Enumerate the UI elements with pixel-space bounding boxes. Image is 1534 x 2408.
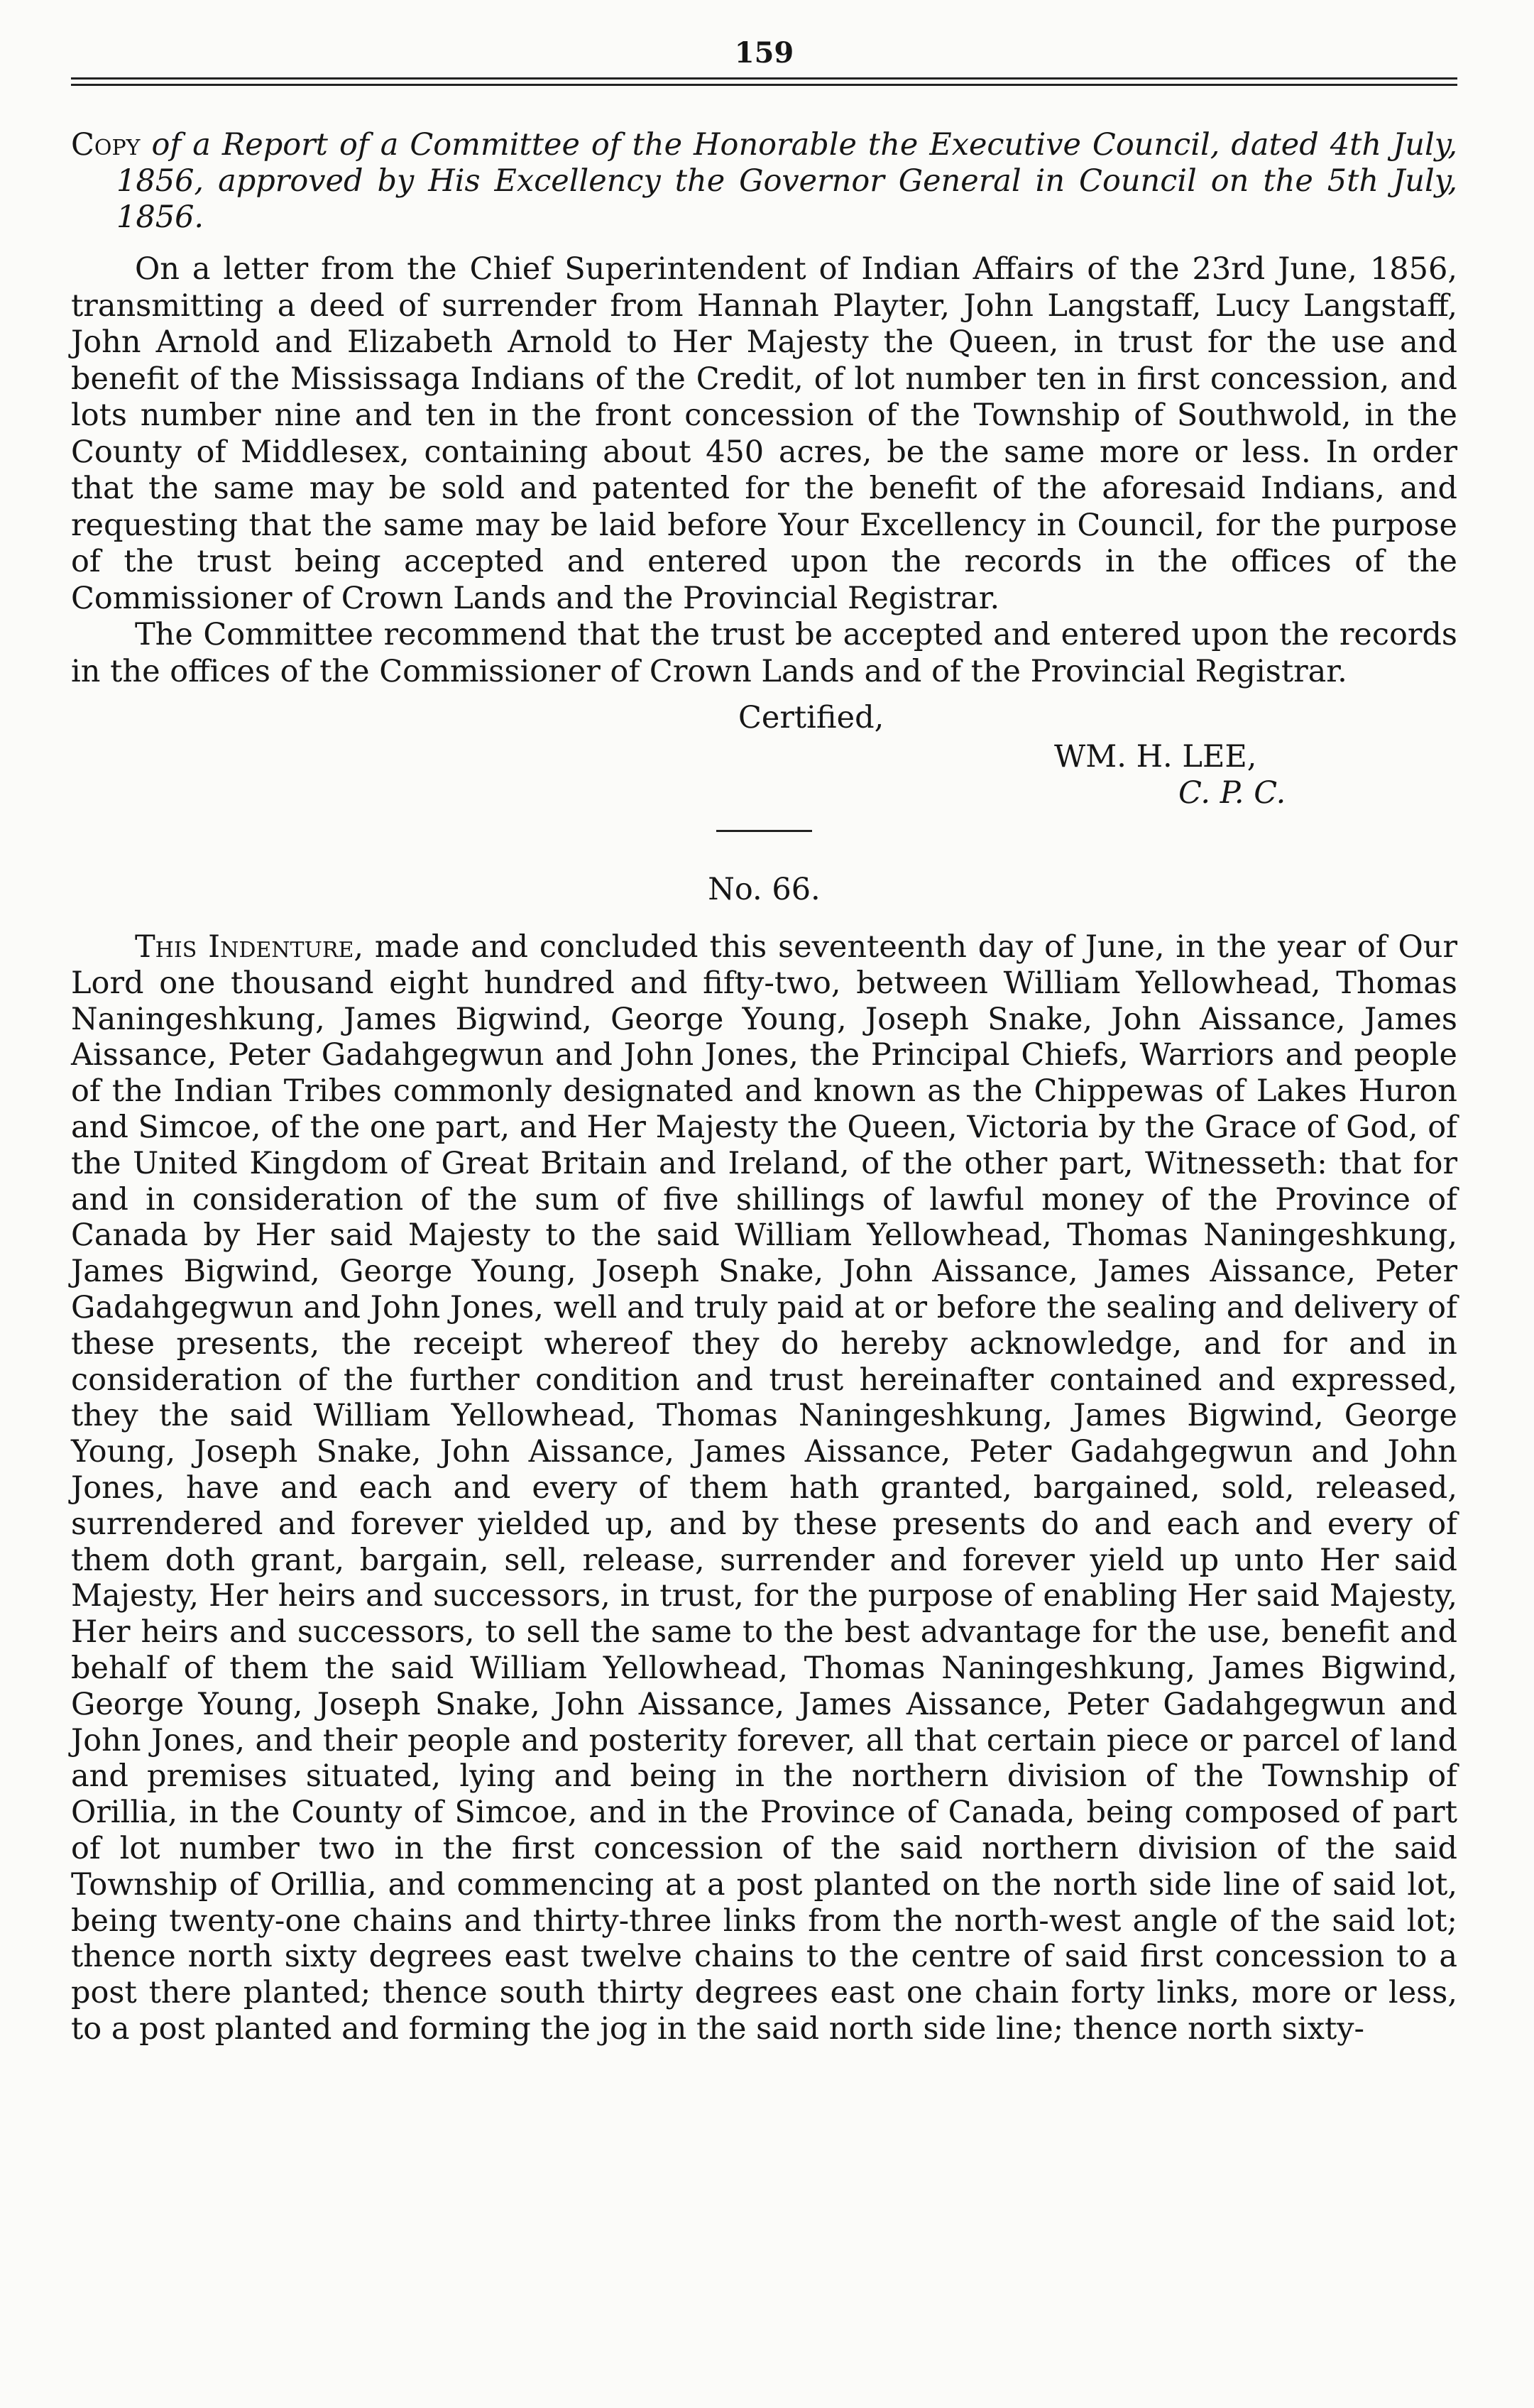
report-heading-copy-word: Copy bbox=[71, 127, 141, 163]
indenture-lead: This Indenture, bbox=[135, 929, 364, 965]
signer-title: C. P. C. bbox=[1178, 775, 1286, 811]
report-heading-title: of a Report of a Committee of the Honorable the Executive Council, dated 4th July, 1856, approved by His Excellency the Governor General in Council on the 5th July, 1856. bbox=[116, 127, 1457, 235]
signer-name: WM. H. LEE, bbox=[1054, 739, 1257, 775]
report-paragraph-1: On a letter from the Chief Superintendent of Indian Affairs of the 23rd June, 1856, transmitting a deed of surrender from Hannah Playter, John Langstaff, Lucy Langstaff, John Arnold and Elizabeth Arnold to Her Majesty the Queen, in trust for the use and benefit of the Mississaga Indians of the Credit, of lot number ten in first concession, and lots number nine and ten in the front concession of the Township of Southwold, in the County of Middlesex, containing about 450 acres, be the same more or less. In order that the same may be sold and patented for the benefit of the aforesaid Indians, and requesting that the same may be laid before Your Excellency in Council, for the purpose of the trust being accepted and entered upon the records in the offices of the Commissioner of Crown Lands and the Provincial Registrar. bbox=[71, 251, 1457, 616]
report-paragraph-2: The Committee recommend that the trust be accepted and entered upon the records in the offices of the Commissioner of Crown Lands and of the Provincial Registrar. bbox=[71, 617, 1457, 689]
header-double-rule bbox=[71, 77, 1457, 86]
document-number: No. 66. bbox=[708, 872, 821, 907]
section-divider bbox=[716, 830, 812, 832]
indenture-paragraph bbox=[71, 929, 1457, 2047]
indenture-body: made and concluded this seventeenth day of June, in the year of Our Lord one thousand eight hundred and fifty-two, between William Yellowhead, Thomas Naningeshkung, James Bigwind, George Young, Joseph Snake, John Aissance, James Aissance, Peter Gadahgegwun and John Jones, the Principal Chiefs, Warriors and people of the Indian Tribes commonly designated and known as the Chippewas of Lakes Huron and Simcoe, of the one part, and Her Majesty the Queen, Victoria by the Grace of God, of the United Kingdom of Great Britain and Ireland, of the other part, Witnesseth: that for and in consideration of the sum of five shillings of lawful money of the Province of Canada by Her said Majesty to the said William Yellowhead, Thomas Naningeshkung, James Bigwind, George Young, Joseph Snake, John Aissance, James Aissance, Peter Gadahgegwun and John Jones, well and truly paid at or before the sealing and delivery of these presents, the receipt whereof they do hereby acknowledge, and for and in consideration of the further condition and trust hereinafter contained and expressed, they the said William Yellowhead, Thomas Naningeshkung, James Bigwind, George Young, Joseph Snake, John Aissance, James Aissance, Peter Gadahgegwun and John Jones, have and each and every of them hath granted, bargained, sold, released, surrendered and forever yielded up, and by these presents do and each and every of them doth grant, bargain, sell, release, surrender and forever yield up unto Her said Majesty, Her heirs and successors, in trust, for the purpose of enabling Her said Majesty, Her heirs and successors, to sell the same to the best advantage for the use, benefit and behalf of them the said William Yellowhead, Thomas Naningeshkung, James Bigwind, George Young, Joseph Snake, John Aissance, James Aissance, Peter Gadahgegwun and John Jones, and their people and posterity forever, all that certain piece or parcel of land and premises situated, lying and being in the northern division of the Township of Orillia, in the County of Simcoe, and in the Province of Canada, being composed of part of lot number two in the first concession of the said northern division of the said Township of Orillia, and commencing at a post planted on the north side line of said lot, being twenty-one chains and thirty-three links from the north-west angle of the said lot; thence north sixty degrees east twelve chains to the centre of said first concession to a post there planted; thence south thirty degrees east one chain forty links, more or less, to a post planted and forming the jog in the said north side line; thence north sixty- bbox=[71, 929, 1457, 2047]
page-number: 159 bbox=[734, 36, 794, 70]
report-heading bbox=[71, 127, 1457, 236]
certified-label: Certified, bbox=[738, 700, 884, 735]
